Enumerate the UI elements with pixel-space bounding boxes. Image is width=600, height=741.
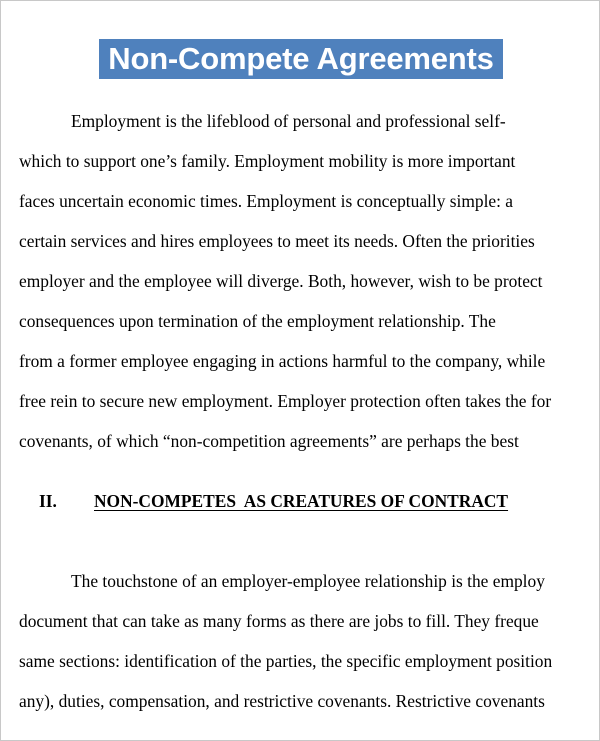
section-spacer	[19, 521, 600, 561]
paragraph-line: which to support one’s family. Employment mobility is more important	[19, 151, 516, 171]
paragraph-line: employer and the employee will diverge. Both, however, wish to be protect	[19, 271, 543, 291]
paragraph-line: Employment is the lifeblood of personal and professional self-	[71, 111, 506, 131]
paragraph-line: document that can take as many forms as there are jobs to fill. They freque	[19, 611, 539, 631]
section-number: II.	[39, 491, 57, 511]
section-title: NON-COMPETES AS CREATURES OF CONTRACT	[94, 491, 509, 511]
document-body	[19, 101, 600, 721]
document-title-block	[1, 39, 600, 79]
paragraph-line: covenants, of which “non-competition agreements” are perhaps the best	[19, 431, 519, 451]
page-title: Non-Compete Agreements	[99, 39, 502, 79]
paragraph-line: The touchstone of an employer-employee relationship is the employ	[71, 571, 545, 591]
section-heading	[19, 481, 600, 521]
paragraph-line: certain services and hires employees to meet its needs. Often the priorities	[19, 231, 535, 251]
paragraph-line: free rein to secure new employment. Employer protection often takes the for	[19, 391, 552, 411]
paragraph-line: same sections: identification of the parties, the specific employment position	[19, 651, 553, 671]
paragraph-line: consequences upon termination of the employment relationship. The	[19, 311, 496, 331]
paragraph-spacer	[19, 461, 600, 481]
paragraph-line: from a former employee engaging in actions harmful to the company, while	[19, 351, 546, 371]
paragraph-line: any), duties, compensation, and restrictive covenants. Restrictive covenants	[19, 691, 545, 711]
paragraph-line: faces uncertain economic times. Employment is conceptually simple: a	[19, 191, 514, 211]
